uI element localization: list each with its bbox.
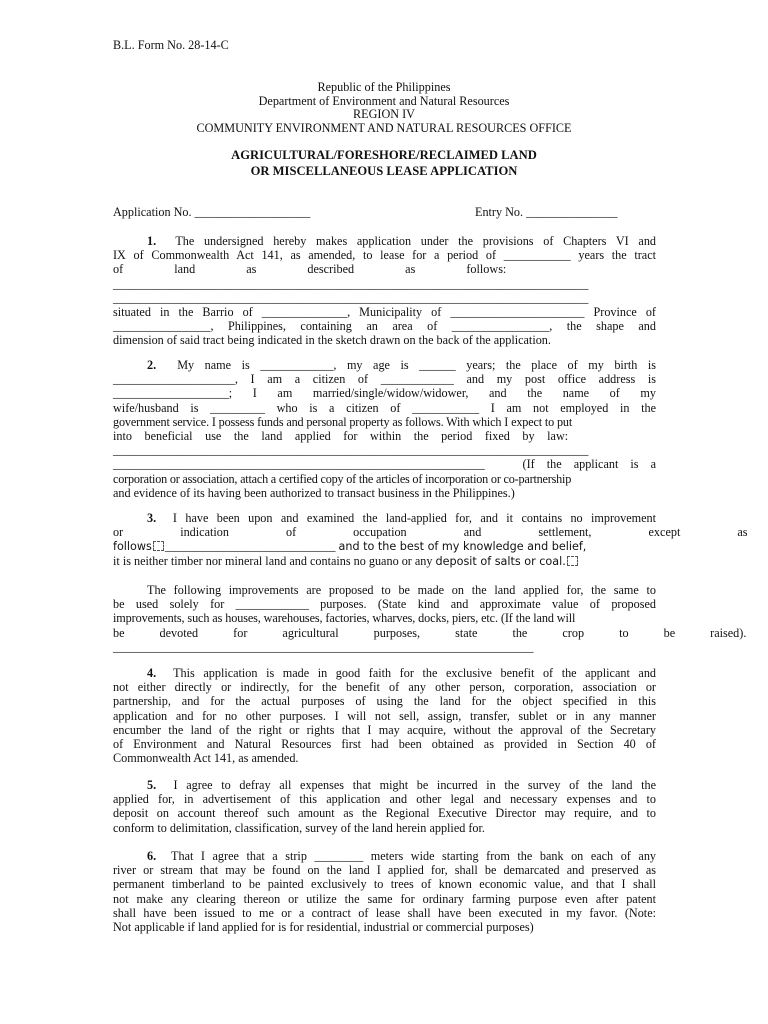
blank-line: ______________________________________________________________________________ [113,443,589,458]
separator-glyph-icon [567,556,578,566]
header-region: REGION IV [353,107,415,122]
text-line: permanent timberland to be painted exclusively to trees of known economic value, and that I shall [113,877,656,892]
form-title [0,148,768,180]
text-line: river or stream that may be found on the land I applied for, shall be demarcated and preserved as [113,863,656,878]
text-line: Not applicable if land applied for is for residential, industrial or commercial purposes) [113,919,534,934]
text-line: improvements, such as houses, warehouses, factories, wharves, docks, piers, etc. (If the land will [113,611,576,626]
separator-glyph-icon [153,541,164,551]
text-line: I have been upon and examined the land-applied for, and it contains no improvement [172,511,656,525]
text-line-spread: of land as described as follows: [113,262,507,277]
form-number: B.L. Form No. 28-14-C [113,38,229,52]
text-line: deposit of salts or coal. [435,554,566,568]
text-line: it is neither timber nor mineral land and contains no guano or any [113,553,433,568]
agency-header [0,81,768,135]
text-line: not make any clearing thereon or utilize the same for ordinary farming purpose even after patent [113,891,656,906]
blank-line: ______________________________________________________________________________ [113,276,589,291]
text-line: partnership, and for the actual purposes of using the land for the object specified in this [113,694,656,709]
blank-line: _____________________________________________________________ [113,457,485,472]
title-line-2: OR MISCELLANEOUS LEASE APPLICATION [250,163,518,178]
text-line: IX of Commonwealth Act 141, as amended, to lease for a period of ___________ years the tract [113,248,656,263]
entry-number-field: Entry No. _______________ [475,205,618,219]
header-office: COMMUNITY ENVIRONMENT AND NATURAL RESOURCES OFFICE [196,120,572,135]
text-line-spread: be devoted for agricultural purposes, state the crop to be raised). [113,625,747,640]
paragraph-number: 1. [147,234,157,248]
text-line: My name is ____________, my age is ______ years; the place of my birth is [177,358,656,372]
text-line: The undersigned hereby makes application under the provisions of Chapters VI and [175,234,657,248]
text-line: not either directly or indirectly, for the benefit of any other person, corporation, association or [113,680,656,695]
blank-line: _____________________________________________________________________ [113,639,534,654]
paragraph-6 [113,849,656,934]
paragraph-number: 3. [147,511,157,525]
text-line: government service. I possess funds and personal property as follows. With which I expect to put [113,414,573,429]
text-line: of Environment and Natural Resources first had been obtained as provided in Section 40 of [113,736,656,751]
text-line: situated in the Barrio of ______________, Municipality of ______________________ Province of [113,304,656,319]
text-line: corporation or association, attach a certified copy of the articles of incorporation or co-partnership [113,471,572,486]
text-line: ____________________, I am a citizen of ____________ and my post office address is [113,372,656,387]
text-line: deposit on account thereof such amount as the Regional Executive Director may require, and to [113,806,656,821]
blank-line: ______________________________________________________________________________ [113,290,589,305]
text-line: encumber the land of the right or rights that I may acquire, without the approval of the Secretary [113,722,656,737]
text-line: That I agree that a strip ________ meters wide starting from the bank on each of any [171,849,657,863]
text-line: applied for, in advertisement of this application and other legal and necessary expenses and to [113,792,656,807]
text-line: I agree to defray all expenses that might be incurred in the survey of the land the [173,778,656,792]
paragraph-number: 6. [147,849,157,863]
paragraph-2 [113,358,656,500]
paragraph-4 [113,666,656,765]
text-line: follows [113,540,152,554]
application-number-field: Application No. ___________________ [113,205,311,219]
text-line: conform to delimitation, classification, survey of the land herein applied for. [113,820,485,835]
text-line: and to the best of my knowledge and belief, [338,540,587,554]
text-line: (If the applicant is a [522,457,656,472]
header-department: Department of Environment and Natural Resources [258,93,510,108]
text-line: The following improvements are proposed to be made on the land applied for, the same to [147,583,656,597]
text-line: and evidence of its having been authorized to transact business in the Philippines.) [113,485,515,500]
paragraph-5 [113,778,656,835]
title-line-1: AGRICULTURAL/FORESHORE/RECLAIMED LAND [231,148,537,162]
paragraph-number: 2. [147,358,157,372]
blank-line: ____________________________ [164,539,336,554]
text-line: dimension of said tract being indicated in the sketch drawn on the back of the application. [113,333,551,348]
paragraph-number: 5. [147,778,157,792]
text-line: ________________, Philippines, containing an area of ________________, the shape and [113,319,656,334]
header-republic: Republic of the Philippines [317,80,451,94]
text-line: ___________________; I am married/single/widow/widower, and the name of my [113,386,656,401]
text-line: be used solely for ____________ purposes. (State kind and approximate value of proposed [113,597,656,612]
text-line: shall have been issued to me or a contract of lease shall have been executed in my favor. (Note: [113,905,656,920]
text-line: This application is made in good faith for the exclusive benefit of the applicant and [173,666,657,680]
text-line: wife/husband is _________ who is a citizen of ___________ I am not employed in the [113,400,656,415]
text-line-spread: or indication of occupation and settlement, except as [113,525,748,540]
paragraph-improvements [113,583,747,654]
text-line: application and for no other purposes. I will not sell, assign, transfer, sublet or in any manner [113,708,656,723]
paragraph-1 [113,234,656,348]
text-line: Commonwealth Act 141, as amended. [113,751,299,766]
paragraph-3 [113,511,748,568]
text-line-spread: into beneficial use the land applied for within the period fixed by law: [113,428,569,443]
paragraph-number: 4. [147,666,157,680]
